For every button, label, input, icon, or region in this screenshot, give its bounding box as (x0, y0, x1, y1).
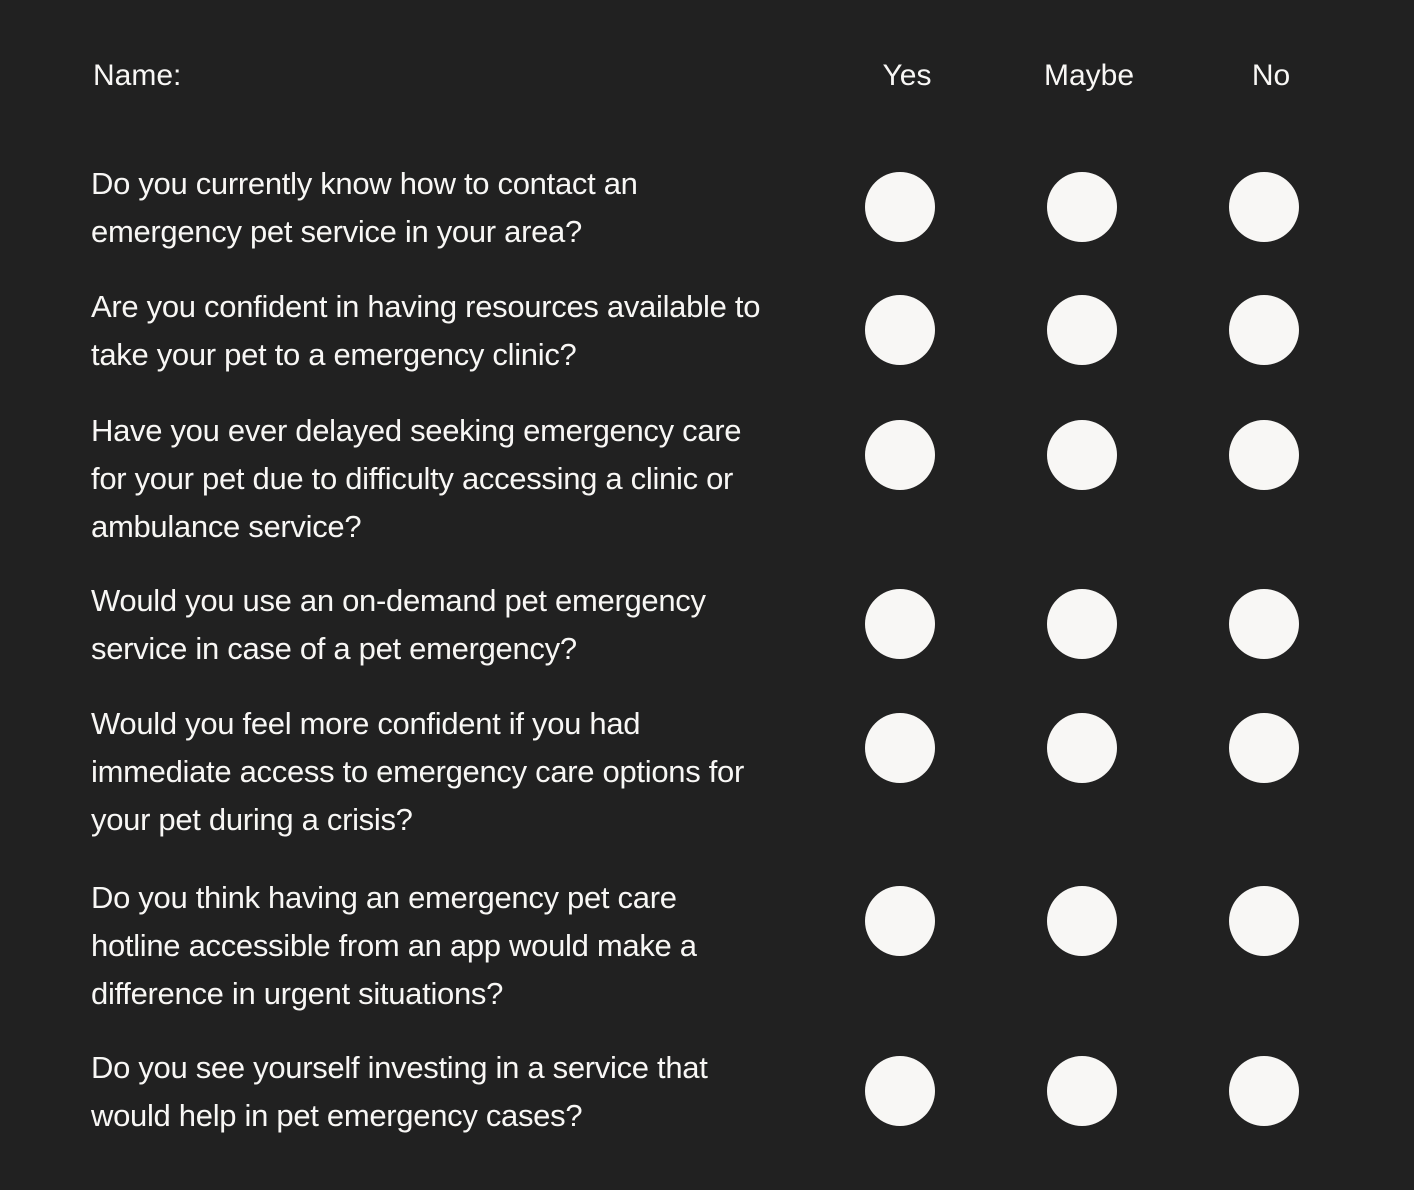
question-line: Are you confident in having resources available to (91, 289, 761, 324)
radio-maybe-q5[interactable] (1047, 713, 1117, 783)
question-line: hotline accessible from an app would make a (91, 928, 697, 963)
question-text-7 (91, 1044, 831, 1140)
question-line: your pet during a crisis? (91, 802, 413, 837)
radio-no-q5[interactable] (1229, 713, 1299, 783)
question-line: immediate access to emergency care options for (91, 754, 745, 789)
radio-no-q1[interactable] (1229, 172, 1299, 242)
question-text-1 (91, 160, 831, 256)
radio-yes-q3[interactable] (865, 420, 935, 490)
radio-no-q4[interactable] (1229, 589, 1299, 659)
column-label-maybe: Maybe (1043, 59, 1135, 92)
radio-maybe-q6[interactable] (1047, 886, 1117, 956)
question-line: would help in pet emergency cases? (91, 1098, 583, 1133)
question-line: Do you think having an emergency pet care (91, 880, 677, 915)
question-line: emergency pet service in your area? (91, 214, 582, 249)
radio-maybe-q7[interactable] (1047, 1056, 1117, 1126)
radio-yes-q6[interactable] (865, 886, 935, 956)
question-line: take your pet to a emergency clinic? (91, 337, 577, 372)
radio-maybe-q1[interactable] (1047, 172, 1117, 242)
survey-header (0, 56, 1414, 100)
question-line: Do you currently know how to contact an (91, 166, 638, 201)
radio-no-q6[interactable] (1229, 886, 1299, 956)
question-line: Have you ever delayed seeking emergency care (91, 413, 742, 448)
radio-yes-q1[interactable] (865, 172, 935, 242)
question-line: service in case of a pet emergency? (91, 631, 577, 666)
question-line: Would you feel more confident if you had (91, 706, 641, 741)
question-line: for your pet due to difficulty accessing a clinic or (91, 461, 734, 496)
question-line: Do you see yourself investing in a service that (91, 1050, 708, 1085)
question-text-6 (91, 874, 831, 1018)
radio-yes-q7[interactable] (865, 1056, 935, 1126)
radio-maybe-q2[interactable] (1047, 295, 1117, 365)
radio-no-q2[interactable] (1229, 295, 1299, 365)
question-text-5 (91, 700, 831, 844)
radio-no-q3[interactable] (1229, 420, 1299, 490)
question-line: Would you use an on-demand pet emergency (91, 583, 706, 618)
radio-maybe-q4[interactable] (1047, 589, 1117, 659)
question-text-4 (91, 577, 831, 673)
name-label: Name: (93, 59, 182, 92)
radio-yes-q5[interactable] (865, 713, 935, 783)
question-text-3 (91, 407, 831, 551)
column-label-no: No (1251, 59, 1291, 92)
radio-no-q7[interactable] (1229, 1056, 1299, 1126)
column-label-yes: Yes (882, 59, 932, 92)
radio-yes-q2[interactable] (865, 295, 935, 365)
radio-yes-q4[interactable] (865, 589, 935, 659)
radio-maybe-q3[interactable] (1047, 420, 1117, 490)
question-text-2 (91, 283, 831, 379)
question-line: difference in urgent situations? (91, 976, 504, 1011)
question-line: ambulance service? (91, 509, 362, 544)
